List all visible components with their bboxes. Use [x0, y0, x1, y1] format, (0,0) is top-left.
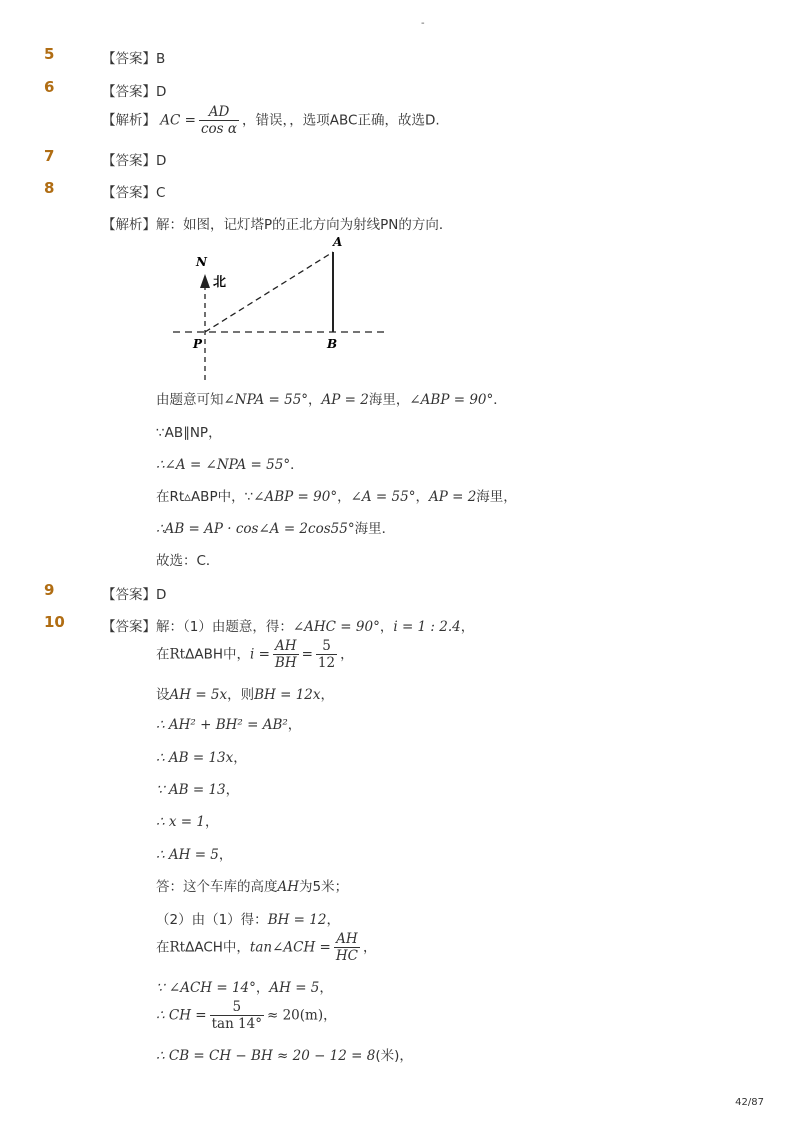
math: ∠ABP = 90° — [253, 489, 338, 505]
text: ， — [340, 646, 354, 663]
math: i = — [249, 646, 270, 663]
math: ∴∠A = ∠NPA = 55° — [156, 457, 291, 473]
math: ∵ ∠ACH = 14° — [156, 980, 256, 996]
math: ∴AB = AP · cos∠A = 2cos55° — [156, 521, 355, 537]
text: 海里， — [368, 392, 410, 408]
fraction-numerator: 5 — [316, 638, 337, 655]
text: ，则 — [227, 687, 255, 703]
math: ∴ x = 1 — [156, 814, 205, 830]
answer-tag: 【答案】 — [102, 587, 156, 603]
solution-line — [156, 638, 354, 671]
solution-line — [156, 517, 395, 537]
label-B: B — [327, 337, 338, 351]
text: ， — [320, 687, 335, 703]
math: Rt — [169, 939, 186, 956]
fraction — [210, 999, 264, 1032]
solution-line — [156, 931, 376, 964]
math: Rt — [169, 646, 186, 663]
label-A: A — [333, 235, 343, 249]
text: ． — [290, 457, 304, 473]
text: ， — [225, 782, 240, 798]
math: ∴ CB = CH − BH ≈ 20 − 12 = 8 — [156, 1048, 376, 1064]
fraction — [273, 638, 299, 671]
question-number: 5 — [44, 45, 55, 63]
fraction-denominator: HC — [335, 948, 358, 964]
header-mark: - — [421, 18, 425, 29]
lighthouse-figure — [165, 232, 395, 387]
text: ， — [379, 619, 394, 635]
solution-line — [156, 1044, 413, 1064]
solution-line — [156, 999, 337, 1032]
text: 海里． — [354, 521, 396, 537]
analysis-intro: 解：如图，记灯塔P的正北方向为射线PN的方向． — [156, 217, 453, 233]
answer-value: B — [156, 51, 166, 67]
math: BH = 12 — [267, 912, 327, 928]
analysis-row — [102, 213, 452, 233]
math: ∴ AB = 13x — [156, 750, 234, 766]
math: AH = 5 — [269, 980, 320, 996]
math: ∠A = 55° — [350, 489, 416, 505]
text: 为5米； — [299, 879, 349, 895]
solution-line: 故选：C． — [156, 553, 220, 569]
math: ∴ AH = 5 — [156, 847, 219, 863]
text: ， — [255, 980, 270, 996]
solution-line — [156, 746, 247, 766]
fraction-numerator: AD — [199, 104, 239, 121]
answer-row — [102, 181, 165, 201]
text: 在 — [156, 939, 170, 956]
solution-line — [156, 843, 232, 863]
text: ， — [218, 847, 233, 863]
text: ， — [233, 750, 247, 766]
fraction — [334, 931, 360, 964]
math: ∠AHC = 90° — [292, 619, 380, 635]
solution-line — [156, 388, 507, 408]
text: ， — [319, 980, 333, 996]
question-number: 8 — [44, 179, 55, 197]
solution-line — [156, 683, 334, 703]
answer-tag: 【答案】 — [102, 84, 156, 100]
label-north: 北 — [213, 275, 227, 290]
text: （2）由（1）得： — [156, 912, 268, 928]
analysis-tag: 【解析】 — [102, 217, 156, 233]
math: AH = 5x — [169, 687, 228, 703]
text: ΔABH中， — [185, 646, 250, 663]
math: ∵ AB = 13 — [156, 782, 226, 798]
fraction-denominator: cos α — [200, 121, 238, 137]
text: ， — [204, 814, 219, 830]
north-arrow-icon — [200, 274, 210, 288]
math: ∴ CH = — [156, 1007, 207, 1024]
solution-line — [156, 485, 517, 505]
text: 由题意可知 — [156, 392, 224, 408]
text: ， — [287, 717, 302, 733]
text: 在Rt▵ABP中，∵ — [156, 489, 254, 505]
fraction-denominator: tan 14° — [211, 1016, 262, 1032]
text: 答：这个车库的高度 — [156, 879, 278, 895]
text: ， — [415, 489, 429, 505]
question-number: 7 — [44, 147, 55, 165]
math: AH — [277, 879, 300, 895]
analysis-text: ，错误，，选项ABC正确，故选D. — [242, 112, 440, 129]
question-number: 9 — [44, 581, 55, 599]
text: 解：（1）由题意，得： — [156, 619, 293, 635]
question-number: 10 — [44, 613, 65, 631]
text: ， — [326, 912, 340, 928]
math: ≈ 20(m) — [266, 1007, 324, 1024]
math: ∠NPA = 55° — [223, 392, 309, 408]
solution-line — [156, 875, 348, 895]
answer-row — [102, 80, 166, 100]
text: ， — [399, 1048, 413, 1064]
math: ∠ABP = 90° — [409, 392, 494, 408]
answer-row — [102, 615, 474, 635]
math: = — [301, 646, 313, 663]
page-number: 42/87 — [735, 1097, 764, 1108]
answer-value: D — [156, 153, 167, 169]
fraction-numerator: 5 — [210, 999, 264, 1016]
solution-line: ∵AB∥NP， — [156, 425, 222, 441]
text: ΔACH中， — [185, 939, 250, 956]
label-N: N — [196, 255, 207, 269]
fraction-denominator: 12 — [317, 655, 336, 671]
math: BH = 12x — [254, 687, 321, 703]
answer-tag: 【答案】 — [102, 51, 156, 67]
fraction — [316, 638, 337, 671]
fraction — [199, 104, 239, 137]
answer-tag: 【答案】 — [102, 153, 156, 169]
text: ， — [362, 939, 377, 956]
solution-line — [156, 453, 304, 473]
formula-lhs: AC = — [160, 112, 196, 129]
math: tan∠ACH = — [249, 939, 331, 956]
text: ， — [323, 1007, 337, 1024]
answer-value: D — [156, 587, 167, 603]
math: i = 1 : 2.4 — [393, 619, 461, 635]
solution-line — [156, 976, 333, 996]
answer-value: C — [156, 185, 166, 201]
question-number: 6 — [44, 78, 55, 96]
text: 海里， — [476, 489, 517, 505]
answer-tag: 【答案】 — [102, 619, 156, 635]
solution-line — [156, 810, 218, 830]
math: AP = 2 — [428, 489, 477, 505]
analysis-tag: 【解析】 — [102, 112, 156, 129]
text: (米) — [375, 1048, 400, 1064]
answer-row — [102, 149, 166, 169]
text: 在 — [156, 646, 170, 663]
answer-row — [102, 583, 166, 603]
fraction-denominator: BH — [274, 655, 297, 671]
answer-row — [102, 47, 165, 67]
text: ， — [308, 392, 322, 408]
fraction-numerator: AH — [273, 638, 299, 655]
analysis-row — [102, 104, 440, 137]
math: AP = 2 — [321, 392, 369, 408]
math: ∴ AH² + BH² = AB² — [156, 717, 288, 733]
text: ， — [460, 619, 475, 635]
solution-line — [156, 778, 239, 798]
line-PA — [205, 252, 333, 332]
label-P: P — [193, 337, 203, 351]
answer-tag: 【答案】 — [102, 185, 156, 201]
answer-value: D — [156, 84, 167, 100]
text: ， — [337, 489, 351, 505]
text: ． — [493, 392, 507, 408]
text: 设 — [156, 687, 170, 703]
fraction-numerator: AH — [334, 931, 360, 948]
solution-line — [156, 713, 301, 733]
solution-line — [156, 908, 340, 928]
